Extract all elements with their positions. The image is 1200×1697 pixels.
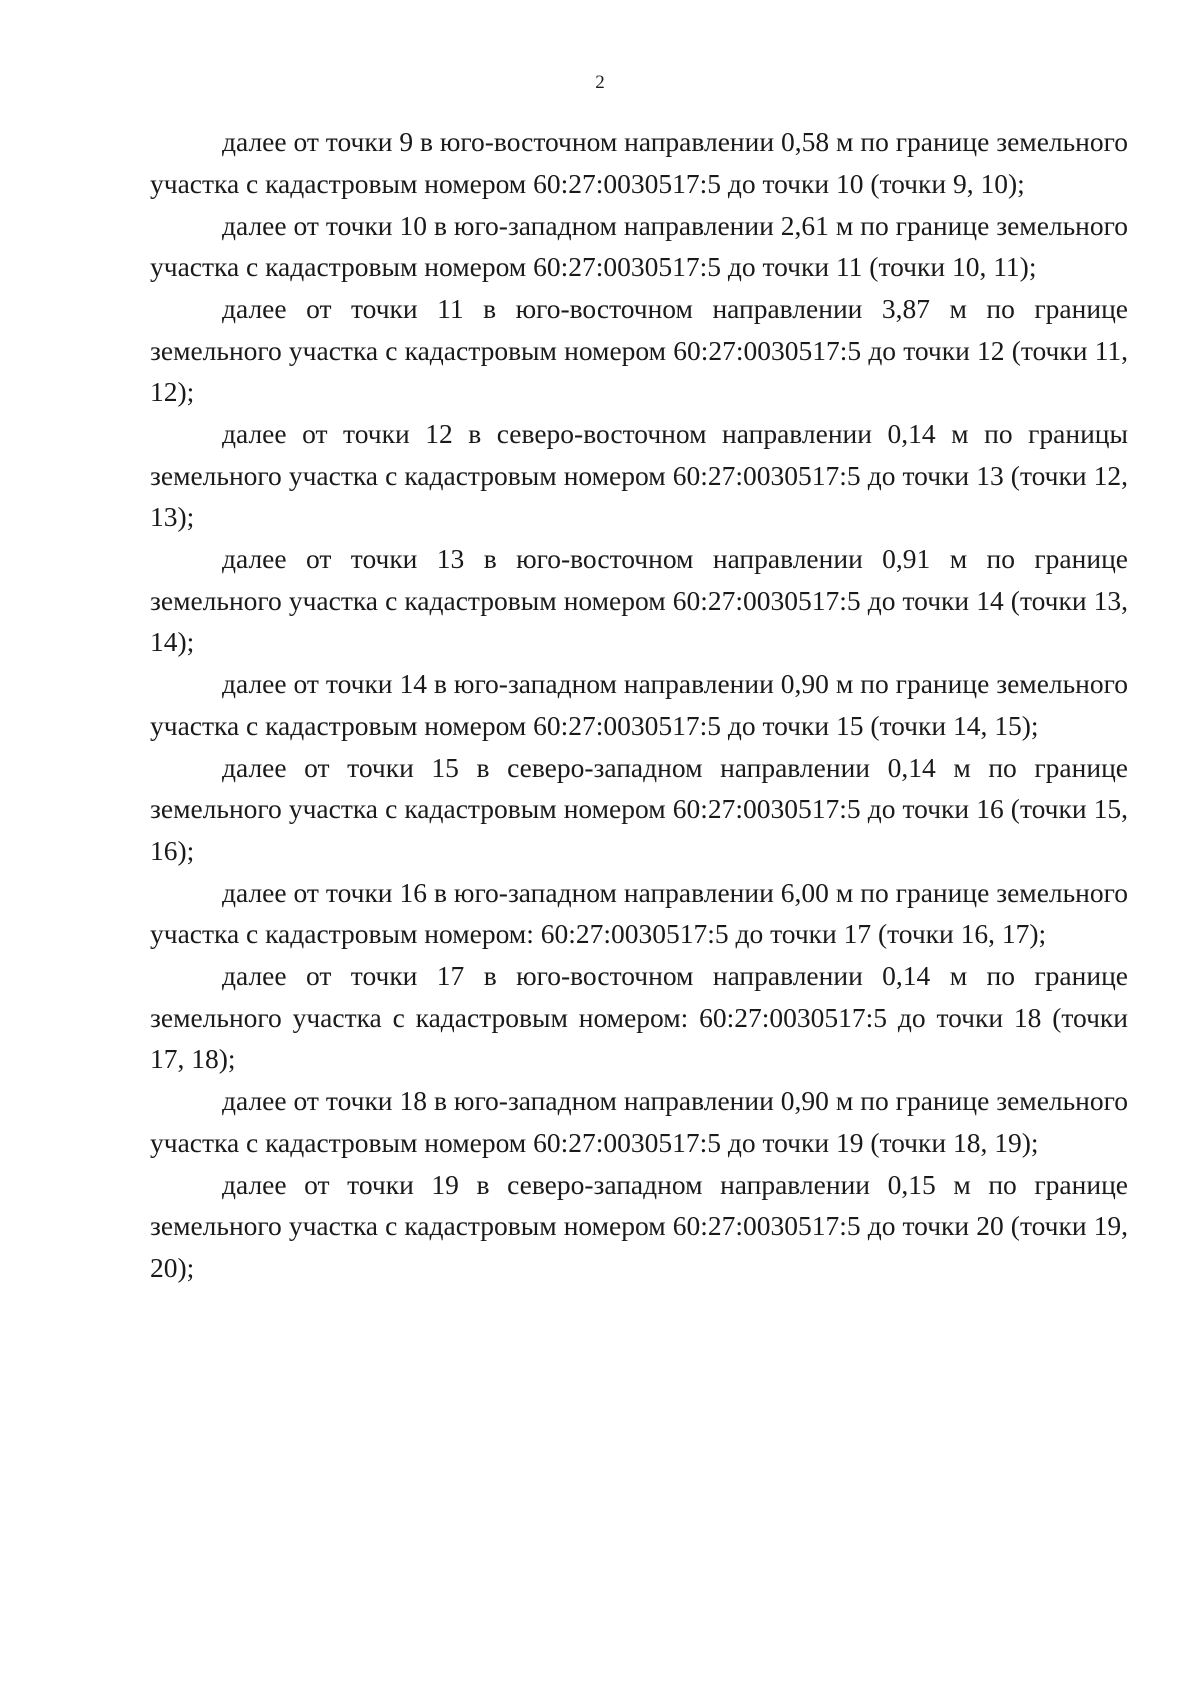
paragraph: далее от точки 14 в юго-западном направлении 0,90 м по границе земельного участка с кадастровым номером 60:27:0030517:5 до точки 15 (точки 14, 15); (150, 668, 1128, 741)
paragraph: далее от точки 16 в юго-западном направлении 6,00 м по границе земельного участка с кадастровым номером: 60:27:0030517:5 до точки 17 (точки 16, 17); (150, 876, 1128, 949)
paragraph: далее от точки 15 в северо-западном направлении 0,14 м по границе земельного участка с кадастровым номером 60:27:0030517:5 до точки 16 (точки 15, 16); (150, 751, 1128, 866)
paragraph: далее от точки 12 в северо-восточном направлении 0,14 м по границы земельного участка с кадастровым номером 60:27:0030517:5 до точки 13 (точки 12, 13); (150, 418, 1128, 532)
paragraph: далее от точки 19 в северо-западном направлении 0,15 м по границе земельного участка с кадастровым номером 60:27:0030517:5 до точки 20 (точки 19, 20); (150, 1168, 1128, 1283)
paragraph: далее от точки 9 в юго-восточном направлении 0,58 м по границе земельного участка с кадастровым номером 60:27:0030517:5 до точки 10 (точки 9, 10); (150, 126, 1128, 199)
page-number: 2 (595, 72, 605, 93)
paragraph: далее от точки 17 в юго-восточном направлении 0,14 м по границе земельного участка с кадастровым номером: 60:27:0030517:5 до точки 18 (точки 17, 18); (150, 960, 1128, 1074)
document-body (150, 121, 1128, 1289)
paragraph: далее от точки 18 в юго-западном направлении 0,90 м по границе земельного участка с кадастровым номером 60:27:0030517:5 до точки 19 (точки 18, 19); (150, 1085, 1128, 1158)
paragraph: далее от точки 11 в юго-восточном направлении 3,87 м по границе земельного участка с кадастровым номером 60:27:0030517:5 до точки 12 (точки 11, 12); (150, 293, 1128, 407)
paragraph: далее от точки 10 в юго-западном направлении 2,61 м по границе земельного участка с кадастровым номером 60:27:0030517:5 до точки 11 (точки 10, 11); (150, 209, 1128, 282)
paragraph: далее от точки 13 в юго-восточном направлении 0,91 м по границе земельного участка с кадастровым номером 60:27:0030517:5 до точки 14 (точки 13, 14); (150, 543, 1128, 657)
